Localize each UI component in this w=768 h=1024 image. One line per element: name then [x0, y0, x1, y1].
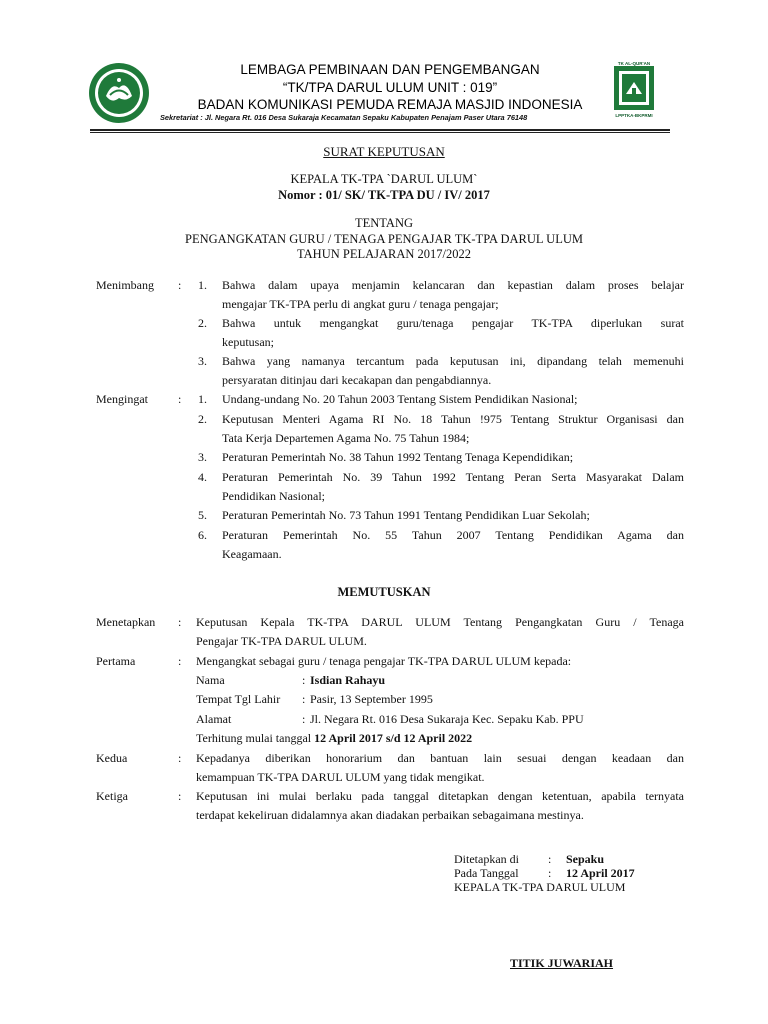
- subject-line1: PENGANGKATAN GURU / TENAGA PENGAJAR TK-TPA DARUL ULUM: [185, 232, 583, 246]
- mengingat-label: Mengingat: [96, 392, 148, 406]
- nama-value: Isdian Rahayu: [310, 673, 386, 687]
- alamat-value: Jl. Negara Rt. 016 Desa Sukaraja Kec. Sepaku Kab. PPU: [310, 712, 584, 726]
- document-title: SURAT KEPUTUSAN: [323, 144, 445, 159]
- logo-right-bottom-text: LPPTKA-BKPRMI: [615, 113, 653, 118]
- subject-line2: TAHUN PELAJARAN 2017/2022: [297, 247, 471, 261]
- kedua-line2: kemampuan TK-TPA DARUL ULUM yang tidak mengikat.: [196, 770, 485, 784]
- pertama-label: Pertama: [96, 654, 136, 668]
- mengingat-num-6: 6.: [198, 528, 207, 542]
- alamat-colon: :: [302, 712, 306, 726]
- mengingat-6-line1: Peraturan Pemerintah No. 55 Tahun 2007 Tentang Pendidikan Agama dan: [222, 528, 684, 542]
- alamat-label: Alamat: [196, 712, 232, 726]
- letterhead-line2: “TK/TPA DARUL ULUM UNIT : 019”: [282, 80, 498, 95]
- menimbang-3-line1: Bahwa yang namanya tercantum pada keputusan ini, dipandang telah memenuhi: [222, 354, 684, 368]
- menetapkan-colon: :: [178, 615, 182, 629]
- mengingat-6-line2: Keagamaan.: [222, 547, 282, 561]
- kedua-line1: Kepadanya diberikan honorarium dan bantuan lain sesuai dengan keadaan dan: [196, 751, 684, 765]
- kedua-colon: :: [178, 751, 182, 765]
- ketiga-colon: :: [178, 789, 182, 803]
- mengingat-4-line2: Pendidikan Nasional;: [222, 489, 325, 503]
- jabatan: KEPALA TK-TPA DARUL ULUM: [454, 880, 626, 894]
- letterhead-line3: BADAN KOMUNIKASI PEMUDA REMAJA MASJID INDONESIA: [197, 97, 583, 112]
- letterhead-rule-thin: [90, 132, 670, 133]
- menimbang-1-line1: Bahwa dalam upaya menjamin kelancaran dan kepastian dalam proses belajar: [222, 278, 684, 292]
- nama-label: Nama: [196, 673, 225, 687]
- letterhead-rule-thick: [90, 129, 670, 131]
- ditetapkan-label: Ditetapkan di: [454, 852, 519, 866]
- mengingat-num-2: 2.: [198, 412, 207, 426]
- ketiga-line2: terdapat kekeliruan didalamnya akan diadakan perbaikan sebagaimana mestinya.: [196, 808, 584, 822]
- mengingat-2-line2: Tata Kerja Departemen Agama No. 75 Tahun 1984;: [222, 431, 470, 445]
- terhitung-prefix: Terhitung mulai tanggal: [196, 731, 315, 745]
- mengingat-num-3: 3.: [198, 450, 207, 464]
- ttl-label: Tempat Tgl Lahir: [196, 692, 281, 706]
- mengingat-4-line1: Peraturan Pemerintah No. 39 Tahun 1992 Tentang Peran Serta Masyarakat Dalam: [222, 470, 684, 484]
- tanggal-value: 12 April 2017: [566, 866, 635, 880]
- menimbang-colon: :: [178, 278, 182, 292]
- tentang-heading: TENTANG: [354, 216, 413, 230]
- kepala-heading: KEPALA TK-TPA `DARUL ULUM`: [290, 172, 478, 186]
- ttl-colon: :: [302, 692, 306, 706]
- bkprmi-logo: [88, 62, 150, 124]
- menimbang-3-line2: persyaratan ditinjau dari kecakapan dan pengabdiannya.: [222, 373, 492, 387]
- kedua-label: Kedua: [96, 751, 128, 765]
- mengingat-5-line1: Peraturan Pemerintah No. 73 Tahun 1991 Tentang Pendidikan Luar Sekolah;: [222, 508, 590, 522]
- nama-colon: :: [302, 673, 306, 687]
- menimbang-2-line2: keputusan;: [222, 335, 274, 349]
- pertama-line1: Mengangkat sebagai guru / tenaga pengajar TK-TPA DARUL ULUM kepada:: [196, 654, 572, 668]
- letterhead-line1: LEMBAGA PEMBINAAN DAN PENGEMBANGAN: [240, 62, 540, 77]
- mengingat-num-4: 4.: [198, 470, 207, 484]
- nomor-surat: Nomor : 01/ SK/ TK-TPA DU / IV/ 2017: [278, 188, 490, 202]
- mengingat-2-line1: Keputusan Menteri Agama RI No. 18 Tahun !975 Tentang Struktur Organisasi dan: [222, 412, 684, 426]
- mengingat-3-line1: Peraturan Pemerintah No. 38 Tahun 1992 Tentang Tenaga Kependidikan;: [222, 450, 574, 464]
- sekretariat-address: Sekretariat : Jl. Negara Rt. 016 Desa Sukaraja Kecamatan Sepaku Kabupaten Penajam Paser Utara 76148: [160, 113, 528, 122]
- ketiga-label: Ketiga: [96, 789, 128, 803]
- terhitung-line: [196, 731, 472, 745]
- tanggal-colon: :: [548, 866, 552, 880]
- menimbang-label: Menimbang: [96, 278, 154, 292]
- menimbang-num-3: 3.: [198, 354, 207, 368]
- menetapkan-line1: Keputusan Kepala TK-TPA DARUL ULUM Tentang Pengangkatan Guru / Tenaga: [196, 615, 684, 629]
- mengingat-num-1: 1.: [198, 392, 207, 406]
- mengingat-1-line1: Undang-undang No. 20 Tahun 2003 Tentang Sistem Pendidikan Nasional;: [222, 392, 578, 406]
- ditetapkan-colon: :: [548, 852, 552, 866]
- pertama-colon: :: [178, 654, 182, 668]
- ditetapkan-value: Sepaku: [566, 852, 605, 866]
- menimbang-1-line2: mengajar TK-TPA perlu di angkat guru / tenaga pengajar;: [222, 297, 499, 311]
- menetapkan-label: Menetapkan: [96, 615, 156, 629]
- logo-right-top-text: TK AL-QUR'AN: [617, 61, 651, 66]
- menetapkan-line2: Pengajar TK-TPA DARUL ULUM.: [196, 634, 367, 648]
- menimbang-2-line1: Bahwa untuk mengangkat guru/tenaga pengajar TK-TPA diperlukan surat: [222, 316, 684, 330]
- menimbang-num-1: 1.: [198, 278, 207, 292]
- tanggal-label: Pada Tanggal: [454, 866, 519, 880]
- ketiga-line1: Keputusan ini mulai berlaku pada tanggal ditetapkan dengan ketentuan, apabila ternyata: [196, 789, 684, 803]
- signatory-name: TITIK JUWARIAH: [510, 956, 614, 970]
- terhitung-period: 12 April 2017 s/d 12 April 2022: [314, 731, 473, 745]
- memutuskan-heading: MEMUTUSKAN: [337, 585, 431, 599]
- mengingat-colon: :: [178, 392, 182, 406]
- mengingat-num-5: 5.: [198, 508, 207, 522]
- ttl-value: Pasir, 13 September 1995: [310, 692, 433, 706]
- menimbang-num-2: 2.: [198, 316, 207, 330]
